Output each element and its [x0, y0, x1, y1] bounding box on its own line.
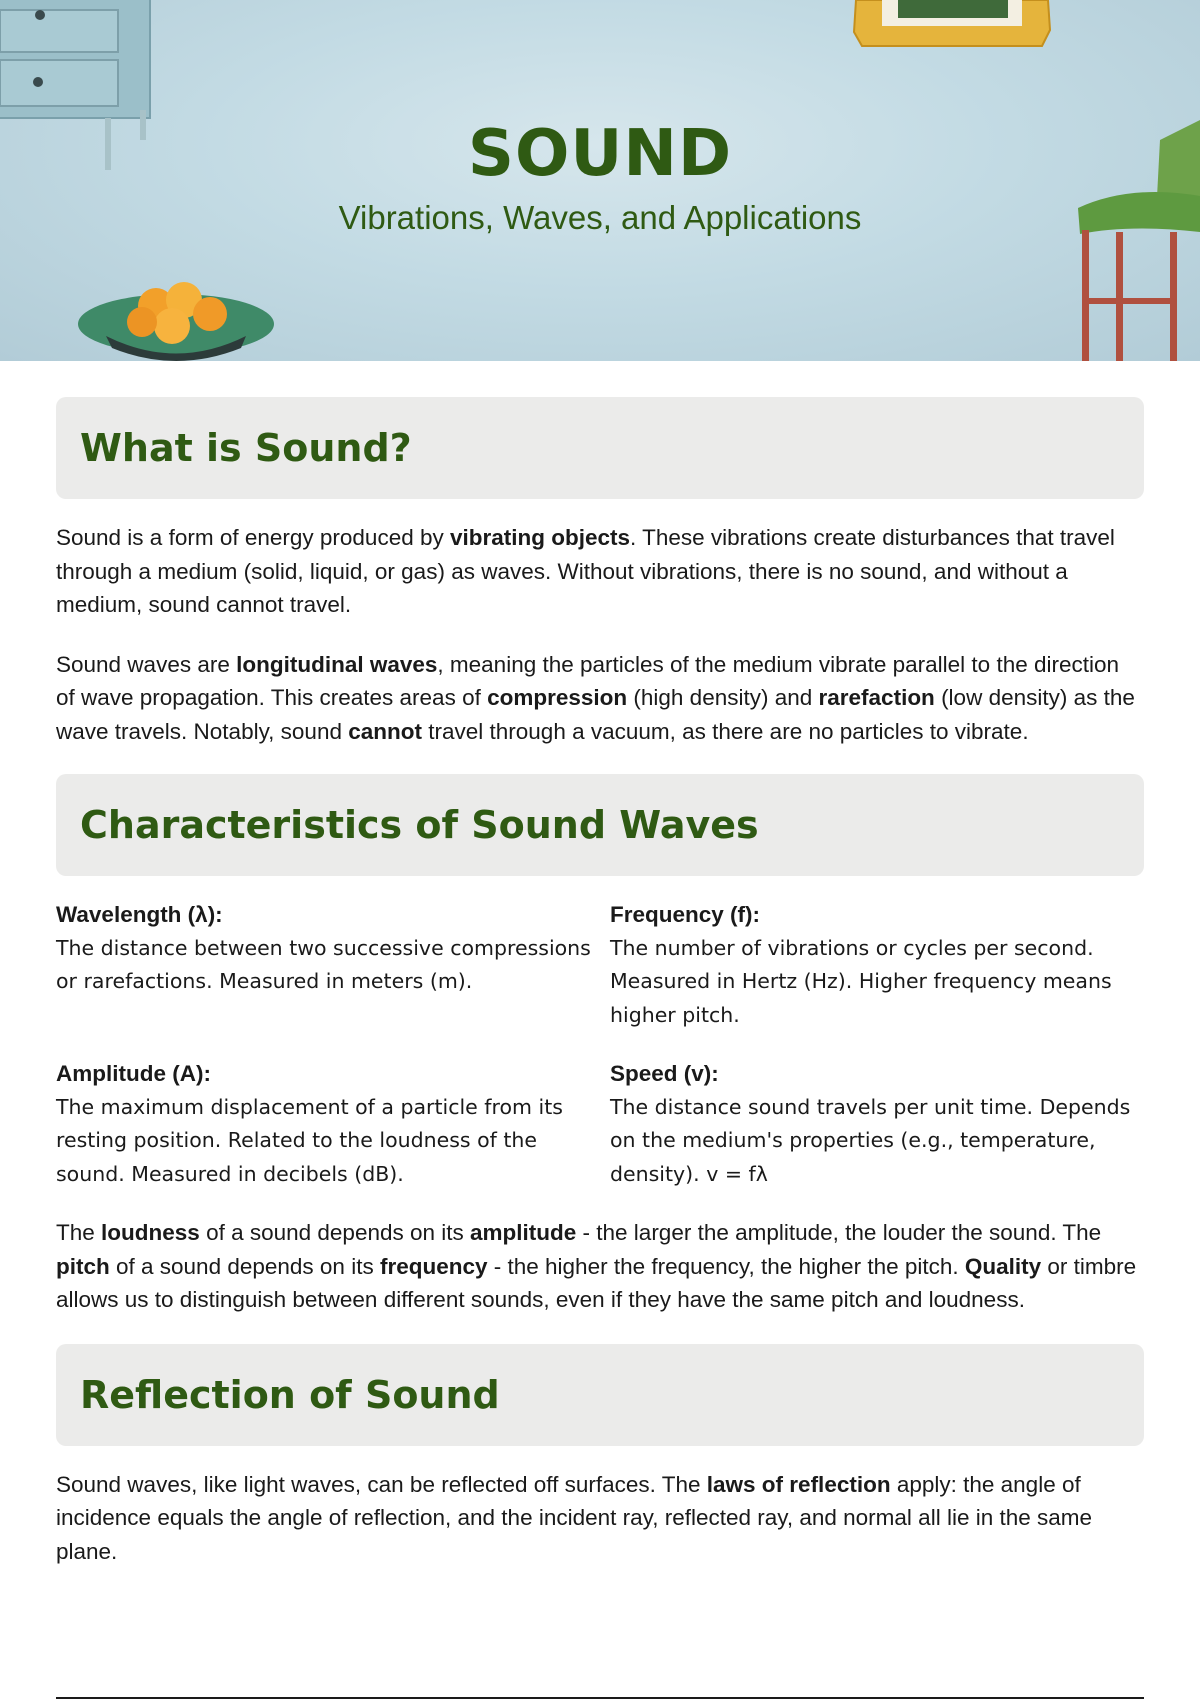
- text-run: (low density) as the wave travels. Notably, sound: [56, 685, 1135, 744]
- text-run: Sound waves, like light waves, can be reflected off surfaces. The: [56, 1471, 707, 1497]
- section-header-characteristics: [56, 774, 1144, 876]
- bold-term: rarefaction: [818, 685, 935, 710]
- bold-term: loudness: [101, 1220, 200, 1245]
- characteristic-description: The distance sound travels per unit time. Depends on the medium's properties (e.g., temperature, density). v = fλ: [610, 1094, 1131, 1186]
- text-run: or timbre allows us to distinguish between different sounds, even if they have the same pitch and loudness.: [56, 1253, 1137, 1312]
- bold-term: frequency: [379, 1253, 488, 1279]
- text-run: The: [56, 1220, 102, 1245]
- bold-term: laws of reflection: [706, 1471, 891, 1497]
- bold-term: cannot: [348, 718, 422, 744]
- characteristics-grid: [56, 898, 1144, 1191]
- bold-term: Quality: [964, 1253, 1042, 1279]
- characteristic-term: Wavelength (λ):: [56, 902, 223, 927]
- page-subtitle: Vibrations, Waves, and Applications: [338, 199, 862, 236]
- text-run: (high density) and: [627, 685, 819, 710]
- text-run: of a sound depends on its: [109, 1253, 380, 1279]
- characteristic-description: The number of vibrations or cycles per second. Measured in Hertz (Hz). Higher frequency means higher pitch.: [610, 935, 1112, 1027]
- section-header-what-is-sound: [56, 397, 1144, 499]
- section-heading: Reflection of Sound: [80, 1372, 500, 1417]
- characteristic-wavelength: [56, 898, 610, 1032]
- characteristic-term: Speed (v):: [610, 1061, 719, 1086]
- page-title: SOUND: [467, 117, 733, 191]
- text-run: Sound is a form of energy produced by: [56, 525, 450, 550]
- characteristic-term: Amplitude (A):: [56, 1061, 211, 1086]
- paragraph: [56, 1468, 1144, 1569]
- paragraph: [56, 648, 1144, 749]
- characteristic-description: The maximum displacement of a particle from its resting position. Related to the loudness of the sound. Measured in decibels (dB).: [56, 1094, 563, 1186]
- characteristic-frequency: [610, 898, 1144, 1032]
- text-run: of a sound depends on its: [199, 1220, 471, 1245]
- bold-term: longitudinal waves: [236, 651, 438, 677]
- text-run: apply: the angle of incidence equals the angle of reflection, and the incident ray, reflected ray, and normal all lie in the same plane.: [56, 1471, 1093, 1564]
- text-run: travel through a vacuum, as there are no particles to vibrate.: [422, 718, 1029, 744]
- picture-frame-illustration: [852, 0, 1052, 50]
- paragraph: [56, 1216, 1144, 1317]
- bold-term: pitch: [56, 1253, 110, 1279]
- bold-term: amplitude: [470, 1220, 577, 1245]
- section-heading: Characteristics of Sound Waves: [80, 803, 759, 847]
- section-heading: What is Sound?: [80, 426, 412, 470]
- text-run: , meaning the particles of the medium vibrate parallel to the direction of wave propagation. This creates areas of: [56, 651, 1120, 710]
- text-run: - the larger the amplitude, the louder the sound. The: [576, 1220, 1102, 1245]
- characteristic-term: Frequency (f):: [610, 902, 761, 927]
- text-run: . These vibrations create disturbances that travel through a medium (solid, liquid, or gas) as waves. Without vibrations, there is no sound, and without a medium, sound cannot travel.: [56, 525, 1115, 617]
- section-header-reflection: [56, 1344, 1144, 1446]
- bold-term: vibrating objects: [449, 525, 631, 550]
- text-run: Sound waves are: [56, 651, 237, 677]
- hero-banner: [0, 0, 1200, 361]
- bottom-divider: [56, 1697, 1144, 1699]
- bold-term: compression: [487, 685, 628, 710]
- text-run: - the higher the frequency, the higher the pitch.: [487, 1253, 965, 1279]
- characteristic-amplitude: [56, 1057, 610, 1191]
- characteristic-speed: [610, 1057, 1144, 1191]
- paragraph: [56, 521, 1144, 622]
- characteristic-description: The distance between two successive compressions or rarefactions. Measured in meters (m).: [56, 935, 591, 993]
- document-body: [56, 397, 1144, 1568]
- fruit-bowl-illustration: [76, 276, 282, 361]
